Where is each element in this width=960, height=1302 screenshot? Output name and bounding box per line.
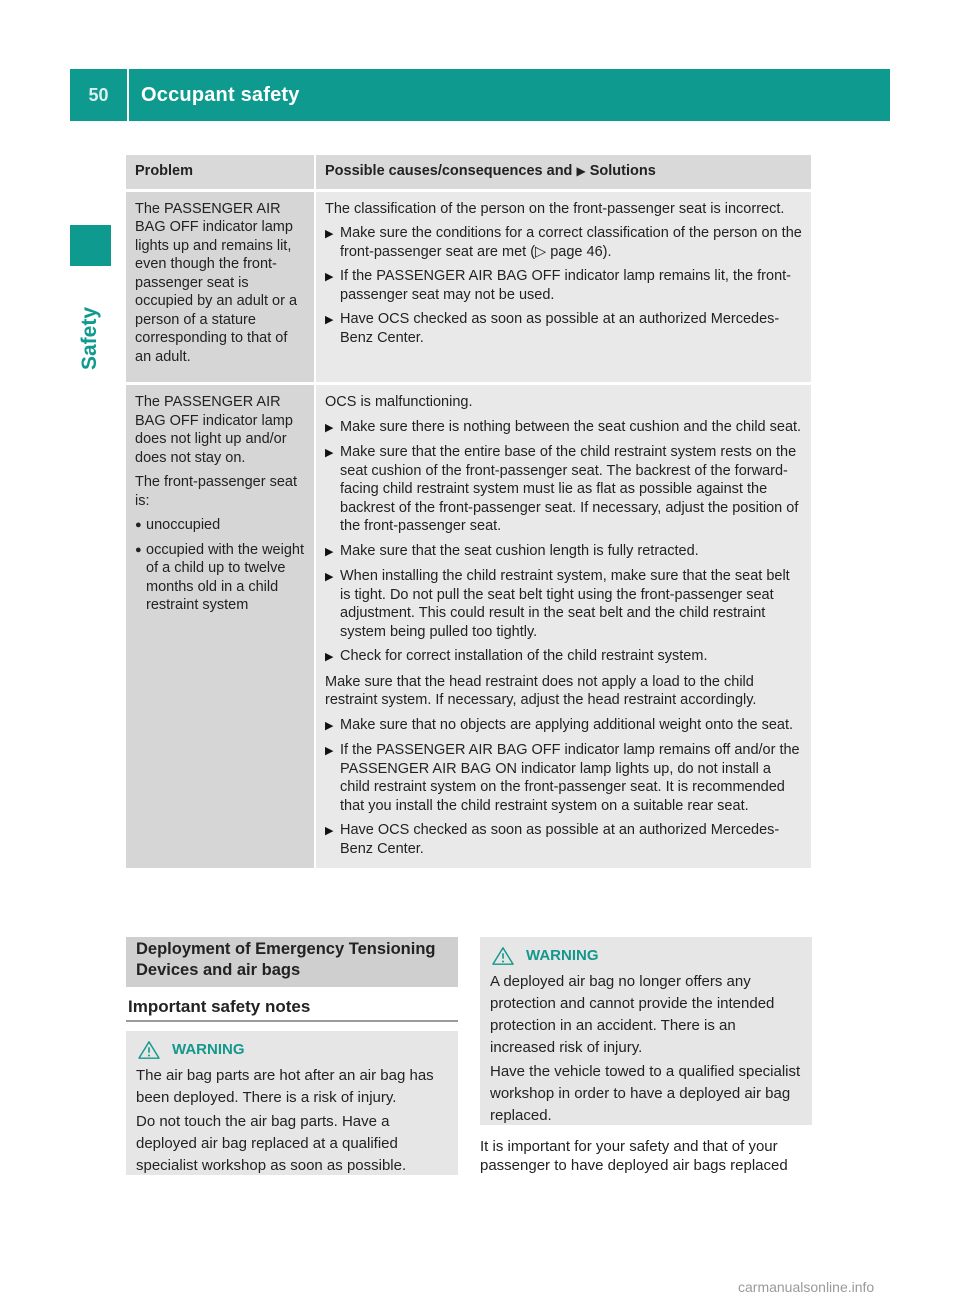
arrow-right-icon: ▶: [325, 314, 334, 326]
warning-triangle-icon: [136, 1040, 162, 1060]
body-paragraph: It is important for your safety and that of your passenger to have deployed air bags replaced: [480, 1138, 788, 1174]
action-item: [325, 224, 802, 261]
warning-text: A deployed air bag no longer offers any protection and cannot provide the intended protection in an accident. There is an increased risk of injury.: [490, 973, 775, 1056]
warning-title: [490, 945, 804, 967]
action-text: When installing the child restraint system, make sure that the seat belt is tight. Do not pull the seat belt tight using the front-passenger seat adjustment. This could result in the seat belt and the child restraint system being pulled too tightly.: [340, 568, 790, 640]
action-text: Make sure that the seat cushion length is fully retracted.: [340, 542, 699, 559]
arrow-right-icon: ▶: [325, 447, 334, 459]
action-item: [325, 418, 802, 438]
warning-box-right: [480, 937, 812, 1125]
warning-title-text: WARNING: [172, 1041, 245, 1058]
bullet-text: occupied with the weight of a child up to twelve months old in a child restraint system: [146, 541, 304, 613]
watermark: carmanualsonline.info: [738, 1279, 875, 1295]
action-text: If the PASSENGER AIR BAG OFF indicator lamp remains lit, the front-passenger seat may not be used.: [340, 268, 791, 303]
sidebar-label: Safety: [78, 306, 101, 370]
action-item: [325, 267, 802, 304]
action-item: [325, 542, 802, 562]
column-header-solutions-tail: Solutions: [589, 163, 656, 179]
action-text-start: Make sure the conditions for a correct classification of the person on the front-passenger seat are met (: [340, 225, 802, 260]
solution-cell: [314, 189, 811, 386]
action-text: Check for correct installation of the child restraint system.: [340, 648, 708, 664]
list-item: [135, 541, 305, 615]
table-row: [126, 189, 811, 386]
problem-text: The PASSENGER AIR BAG OFF indicator lamp does not light up and/or does not stay on.: [135, 394, 293, 466]
action-item: [325, 310, 802, 347]
warning-text: Do not touch the air bag parts. Have a deployed air bag replaced at a qualified specialist workshop as soon as possible.: [136, 1113, 407, 1174]
action-note: Make sure that the head restraint does not apply a load to the child restraint system. If necessary, adjust the head restraint accordingly.: [325, 673, 757, 708]
arrow-right-icon: ▶: [325, 571, 334, 583]
action-text: Make sure that no objects are applying additional weight onto the seat.: [340, 716, 794, 733]
arrow-right-icon: ▶: [325, 825, 334, 837]
action-text: Have OCS checked as soon as possible at an authorized Mercedes-Benz Center.: [340, 822, 780, 857]
page-number: 50: [88, 84, 109, 105]
arrow-right-icon: ▶: [576, 164, 586, 178]
arrow-right-icon: ▶: [325, 719, 334, 732]
solution-cell: [314, 385, 811, 868]
action-item: [325, 741, 802, 815]
action-text: Make sure that the entire base of the child restraint system rests on the seat cushion of the front-passenger seat. The backrest of the forward-facing child restraint system must lie as flat as possible against the backrest of the front-passenger seat. If necessary, adjust the position of the front-passenger seat.: [340, 444, 799, 534]
action-text: Have OCS checked as soon as possible at an authorized Mercedes-Benz Center.: [340, 311, 780, 346]
chapter-title: Occupant safety: [141, 83, 300, 106]
list-item: [135, 516, 305, 535]
cause-text: The classification of the person on the front-passenger seat is incorrect.: [325, 200, 785, 217]
problem-text: The PASSENGER AIR BAG OFF indicator lamp lights up and remains lit, even though the front-passenger seat is occupied by an adult or a person of a stature corresponding to that of an adult.: [135, 200, 298, 365]
arrow-right-icon: ▶: [325, 271, 334, 283]
warning-text: The air bag parts are hot after an air bag has been deployed. There is a risk of injury.: [136, 1067, 434, 1106]
arrow-right-icon: ▶: [325, 421, 334, 434]
action-item: [325, 647, 802, 667]
action-text: If the PASSENGER AIR BAG OFF indicator lamp remains off and/or the PASSENGER AIR BAG ON indicator lamp lights up, do not install a child restraint system on the front-passenger seat. It is recommended that you install the child restraint system on a suitable rear seat.: [340, 742, 800, 814]
heading-divider: [126, 1020, 458, 1022]
section-heading: Deployment of Emergency Tensioning Devices and air bags: [126, 937, 458, 987]
warning-text: Have the vehicle towed to a qualified specialist workshop in order to have a deployed air bag replaced.: [490, 1063, 801, 1124]
warning-box-left: [126, 1031, 458, 1175]
sidebar-marker: [70, 225, 111, 266]
subsection-heading: Important safety notes: [128, 997, 311, 1016]
arrow-right-icon: ▶: [325, 651, 334, 663]
column-header-solutions: [314, 155, 811, 189]
arrow-right-icon: ▶: [325, 745, 334, 757]
problem-text: The front-passenger seat is:: [135, 474, 298, 509]
bullet-icon: ●: [135, 543, 142, 556]
column-header-solutions-text: Possible causes/consequences and: [325, 163, 573, 179]
warning-triangle-icon: [490, 946, 516, 966]
action-text: Make sure there is nothing between the seat cushion and the child seat.: [340, 418, 802, 435]
arrow-right-icon: ▶: [325, 545, 334, 558]
action-item: [325, 443, 802, 536]
column-header-problem: Problem: [126, 155, 314, 189]
arrow-right-icon: ▶: [325, 228, 334, 240]
page-reference-link[interactable]: ▷ page 46: [535, 243, 603, 260]
cause-text: OCS is malfunctioning.: [325, 394, 473, 410]
action-item: [325, 821, 802, 858]
problem-cell: [126, 189, 314, 386]
action-item: [325, 567, 802, 641]
problem-table: [126, 155, 811, 868]
action-text-end: ).: [602, 243, 612, 260]
action-text: [340, 224, 802, 261]
warning-title: [136, 1039, 450, 1061]
warning-title-text: WARNING: [526, 947, 599, 964]
table-header-row: [126, 155, 811, 189]
bullet-text: unoccupied: [146, 517, 221, 533]
bullet-icon: ●: [135, 519, 142, 531]
table-row: [126, 385, 811, 868]
problem-cell: [126, 385, 314, 868]
action-item: [325, 716, 802, 736]
header-bar: [70, 69, 890, 121]
